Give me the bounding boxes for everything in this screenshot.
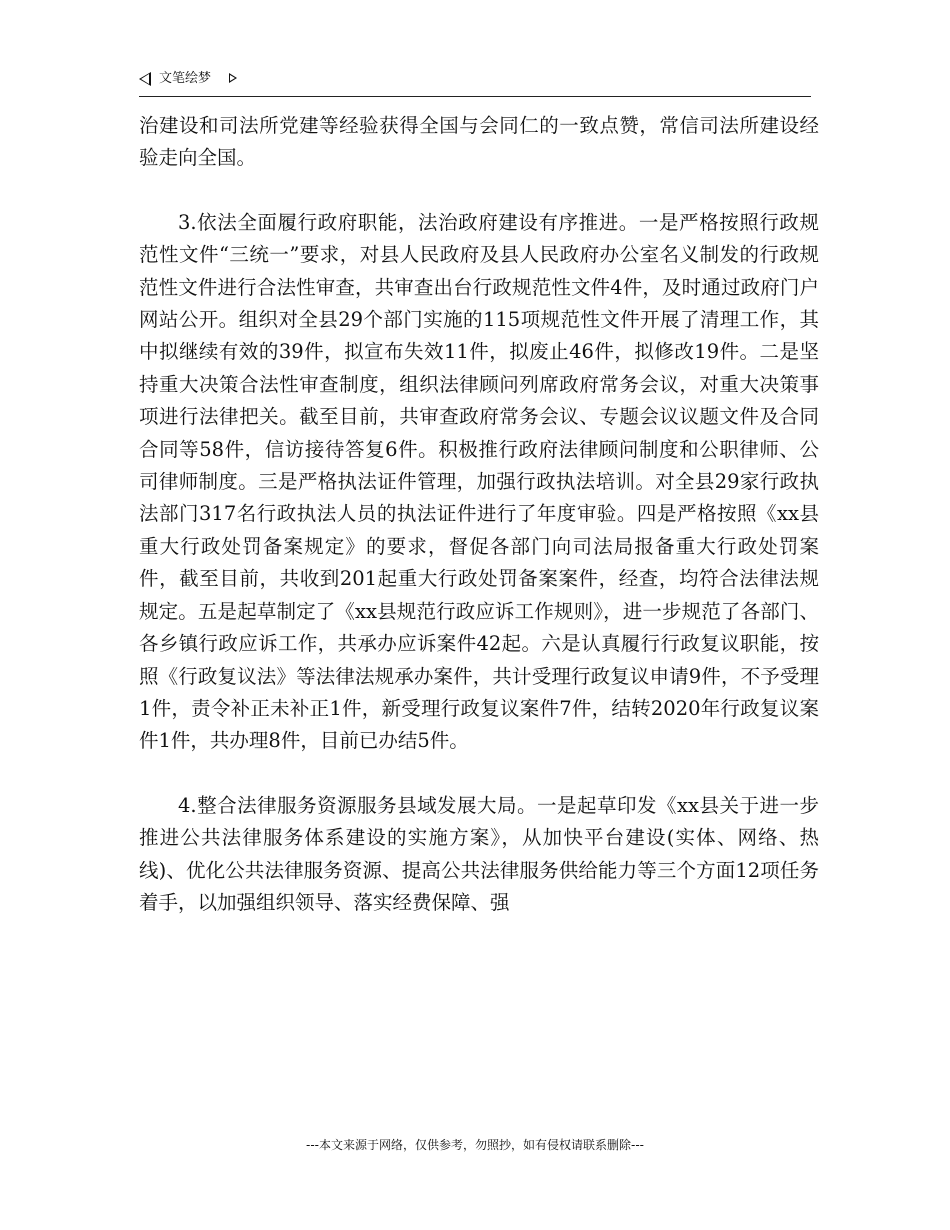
triangle-left-icon [139,72,151,86]
header-brand: 文笔绘梦 [159,71,212,86]
page-header [139,70,811,97]
paragraph-section-4: 4.整合法律服务资源服务县域发展大局。一是起草印发《xx县关于进一步推进公共法律服务体系建设的实施方案》，从加快平台建设(实体、网络、热线)、优化公共法律服务资源、提高公共法律服务供给能力等三个方面12项任务着手，以加强组织领导、落实经费保障、强 [139,793,819,914]
triangle-right-icon [229,73,237,83]
paragraph-continuation: 治建设和司法所党建等经验获得全国与会同仁的一致点赞，常信司法所建设经验走向全国。 [139,114,819,170]
document-body [139,110,819,951]
footer-disclaimer: ---本文来源于网络，仅供参考，勿照抄，如有侵权请联系删除--- [306,1138,644,1152]
paragraph-section-3: 3.依法全面履行政府职能，法治政府建设有序推进。一是严格按照行政规范性文件“三统一”要求，对县人民政府及县人民政府办公室名义制发的行政规范性文件进行合法性审查，共审查出台行政规范性文件4件，及时通过政府门户网站公开。组织对全县29个部门实施的115项规范性文件开展了清理工作，其中拟继续有效的39件，拟宣布失效11件，拟废止46件，拟修改19件。二是坚持重大决策合法性审查制度，组织法律顾问列席政府常务会议，对重大决策事项进行法律把关。截至目前，共审查政府常务会议、专题会议议题文件及合同合同等58件，信访接待答复6件。积极推行政府法律顾问制度和公职律师、公司律师制度。三是严格执法证件管理，加强行政执法培训。对全县29家行政执法部门317名行政执法人员的执法证件进行了年度审验。四是严格按照《xx县重大行政处罚备案规定》的要求，督促各部门向司法局报备重大行政处罚案件，截至目前，共收到201起重大行政处罚备案案件，经查，均符合法律法规规定。五是起草制定了《xx县规范行政应诉工作规则》，进一步规范了各部门、各乡镇行政应诉工作，共承办应诉案件42起。六是认真履行行政复议职能，按照《行政复议法》等法律法规承办案件，共计受理行政复议申请9件，不予受理1件，责令补正未补正1件，新受理行政复议案件7件，结转2020年行政复议案件1件，共办理8件，目前已办结5件。 [139,210,819,753]
